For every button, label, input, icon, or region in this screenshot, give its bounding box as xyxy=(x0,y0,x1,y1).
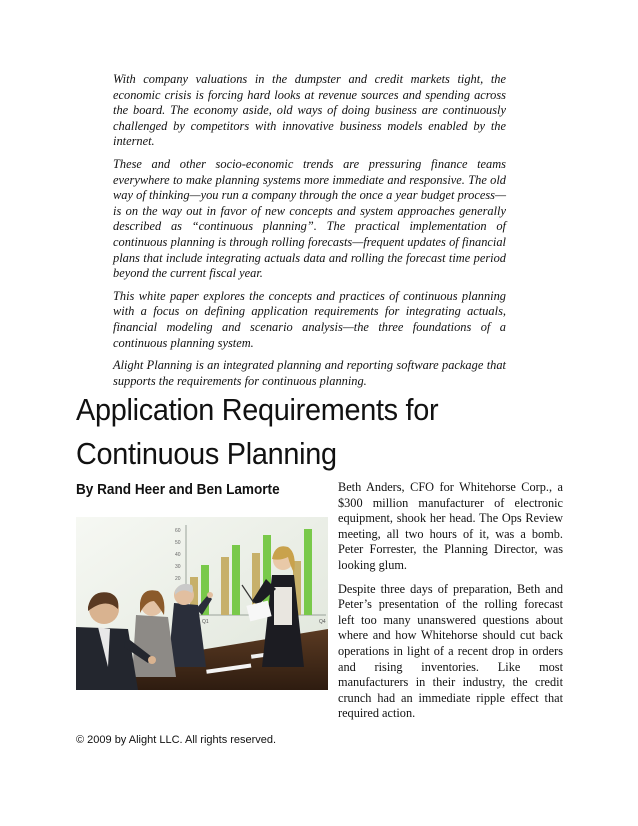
bar xyxy=(221,557,229,615)
tick-label: 50 xyxy=(175,540,181,546)
tick-label: 20 xyxy=(175,576,181,582)
abstract-paragraph: This white paper explores the concepts and practices of continuous planning with a focus on defining application requirements for integrating actuals, financial modeling and scenario analysis—the three foundations of a continuous planning system. xyxy=(113,288,506,350)
bar xyxy=(232,545,240,615)
abstract xyxy=(113,72,506,396)
byline: By Rand Heer and Ben Lamorte xyxy=(76,482,280,498)
tick-label: 60 xyxy=(175,528,181,534)
tick-label: 30 xyxy=(175,564,181,570)
quarter-label: Q1 xyxy=(202,619,209,625)
meeting-illustration xyxy=(76,517,328,690)
abstract-paragraph: These and other socio-economic trends are pressuring finance teams everywhere to make planning systems more immediate and responsive. The old way of thinking—you run a company through the once a year budget process—is on the way out in favor of new concepts and system approaches generally described as “continuous planning”. The practical implementation of continuous planning is through rolling forecasts—frequent updates of financial plans that include integrating actuals data and rolling the forecast time period beyond the current fiscal year. xyxy=(113,156,506,281)
abstract-paragraph: Alight Planning is an integrated planning and reporting software package that supports the requirements for continuous planning. xyxy=(113,358,506,388)
title-line-2: Continuous Planning xyxy=(76,436,337,471)
quarter-label: Q4 xyxy=(319,619,326,625)
tick-label: 40 xyxy=(175,552,181,558)
title-line-1: Application Requirements for xyxy=(76,392,439,427)
meeting-photo xyxy=(76,517,328,690)
body-paragraph: Beth Anders, CFO for Whitehorse Corp., a $300 million manufacturer of electronic equipment, shook her head. The Ops Review meeting, all two hours of it, was a bomb. Peter Forrester, the Planning Director, was looking glum. xyxy=(338,480,563,572)
abstract-paragraph: With company valuations in the dumpster and credit markets tight, the economic crisis is forcing hard looks at revenue sources and spending across the board. The economy aside, old ways of doing business are continuously challenged by competitors with innovative business models enabled by the internet. xyxy=(113,72,506,149)
copyright-footer: © 2009 by Alight LLC. All rights reserved. xyxy=(76,734,277,746)
body-paragraph: Despite three days of preparation, Beth and Peter’s presentation of the rolling forecast left too many unanswered questions about where and how Whitehorse should cut back operations in light of a recent drop in orders and rising inventories. Like most manufacturers in their industry, the credit crunch had an immediate ripple effect that required action. xyxy=(338,581,563,721)
bar xyxy=(304,529,312,615)
article-title xyxy=(76,388,522,476)
article-body xyxy=(338,480,563,730)
